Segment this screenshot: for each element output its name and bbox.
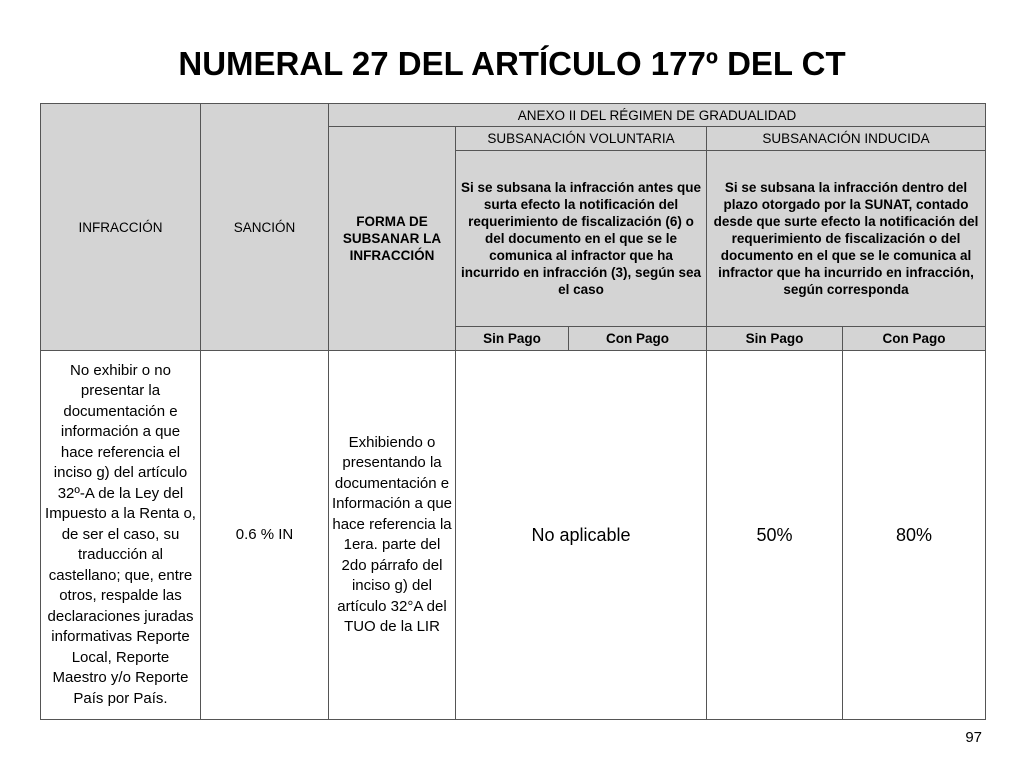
voluntaria-description: Si se subsana la infracción antes que surta efecto la notificación del requerimiento de fiscalización (6) o del documento en el que se le comunica al infractor que ha incurrido en infracción (3), según sea el caso xyxy=(456,151,707,327)
header-infraccion: INFRACCIÓN xyxy=(41,104,201,351)
gradualidad-table xyxy=(40,103,986,720)
header-sancion: SANCIÓN xyxy=(201,104,329,351)
inducida-con-pago-cell: 80% xyxy=(843,351,986,720)
forma-subsanar-cell: Exhibiendo o presentando la documentación e Información a que hace referencia la 1era. parte del 2do párrafo del inciso g) del artículo 32°A del TUO de la LIR xyxy=(329,351,456,720)
page-title: NUMERAL 27 DEL ARTÍCULO 177º DEL CT xyxy=(178,45,846,82)
inducida-con-pago-header: Con Pago xyxy=(843,327,986,351)
page-number: 97 xyxy=(965,729,982,746)
inducida-description: Si se subsana la infracción dentro del plazo otorgado por la SUNAT, contado desde que surte efecto la notificación del requerimiento de fiscalización o del documento en el que se le comunica al infractor que ha incurrido en infracción, según corresponda xyxy=(707,151,986,327)
table-row xyxy=(41,351,986,720)
sancion-cell: 0.6 % IN xyxy=(201,351,329,720)
header-subsanacion-inducida: SUBSANACIÓN INDUCIDA xyxy=(707,127,986,151)
header-forma-subsanar: FORMA DE SUBSANAR LA INFRACCIÓN xyxy=(329,127,456,351)
voluntaria-sin-pago-header: Sin Pago xyxy=(456,327,569,351)
inducida-sin-pago-header: Sin Pago xyxy=(707,327,843,351)
header-anexo: ANEXO II DEL RÉGIMEN DE GRADUALIDAD xyxy=(329,104,986,127)
infraccion-cell: No exhibir o no presentar la documentación e información a que hace referencia el inciso g) del artículo 32º-A de la Ley del Impuesto a la Renta o, de ser el caso, su traducción al castellano; que, entre otros, respalde las declaraciones juradas informativas Reporte Local, Reporte Maestro y/o Reporte País por País. xyxy=(41,351,201,720)
inducida-sin-pago-cell: 50% xyxy=(707,351,843,720)
voluntaria-cell: No aplicable xyxy=(456,351,707,720)
header-subsanacion-voluntaria: SUBSANACIÓN VOLUNTARIA xyxy=(456,127,707,151)
voluntaria-con-pago-header: Con Pago xyxy=(569,327,707,351)
